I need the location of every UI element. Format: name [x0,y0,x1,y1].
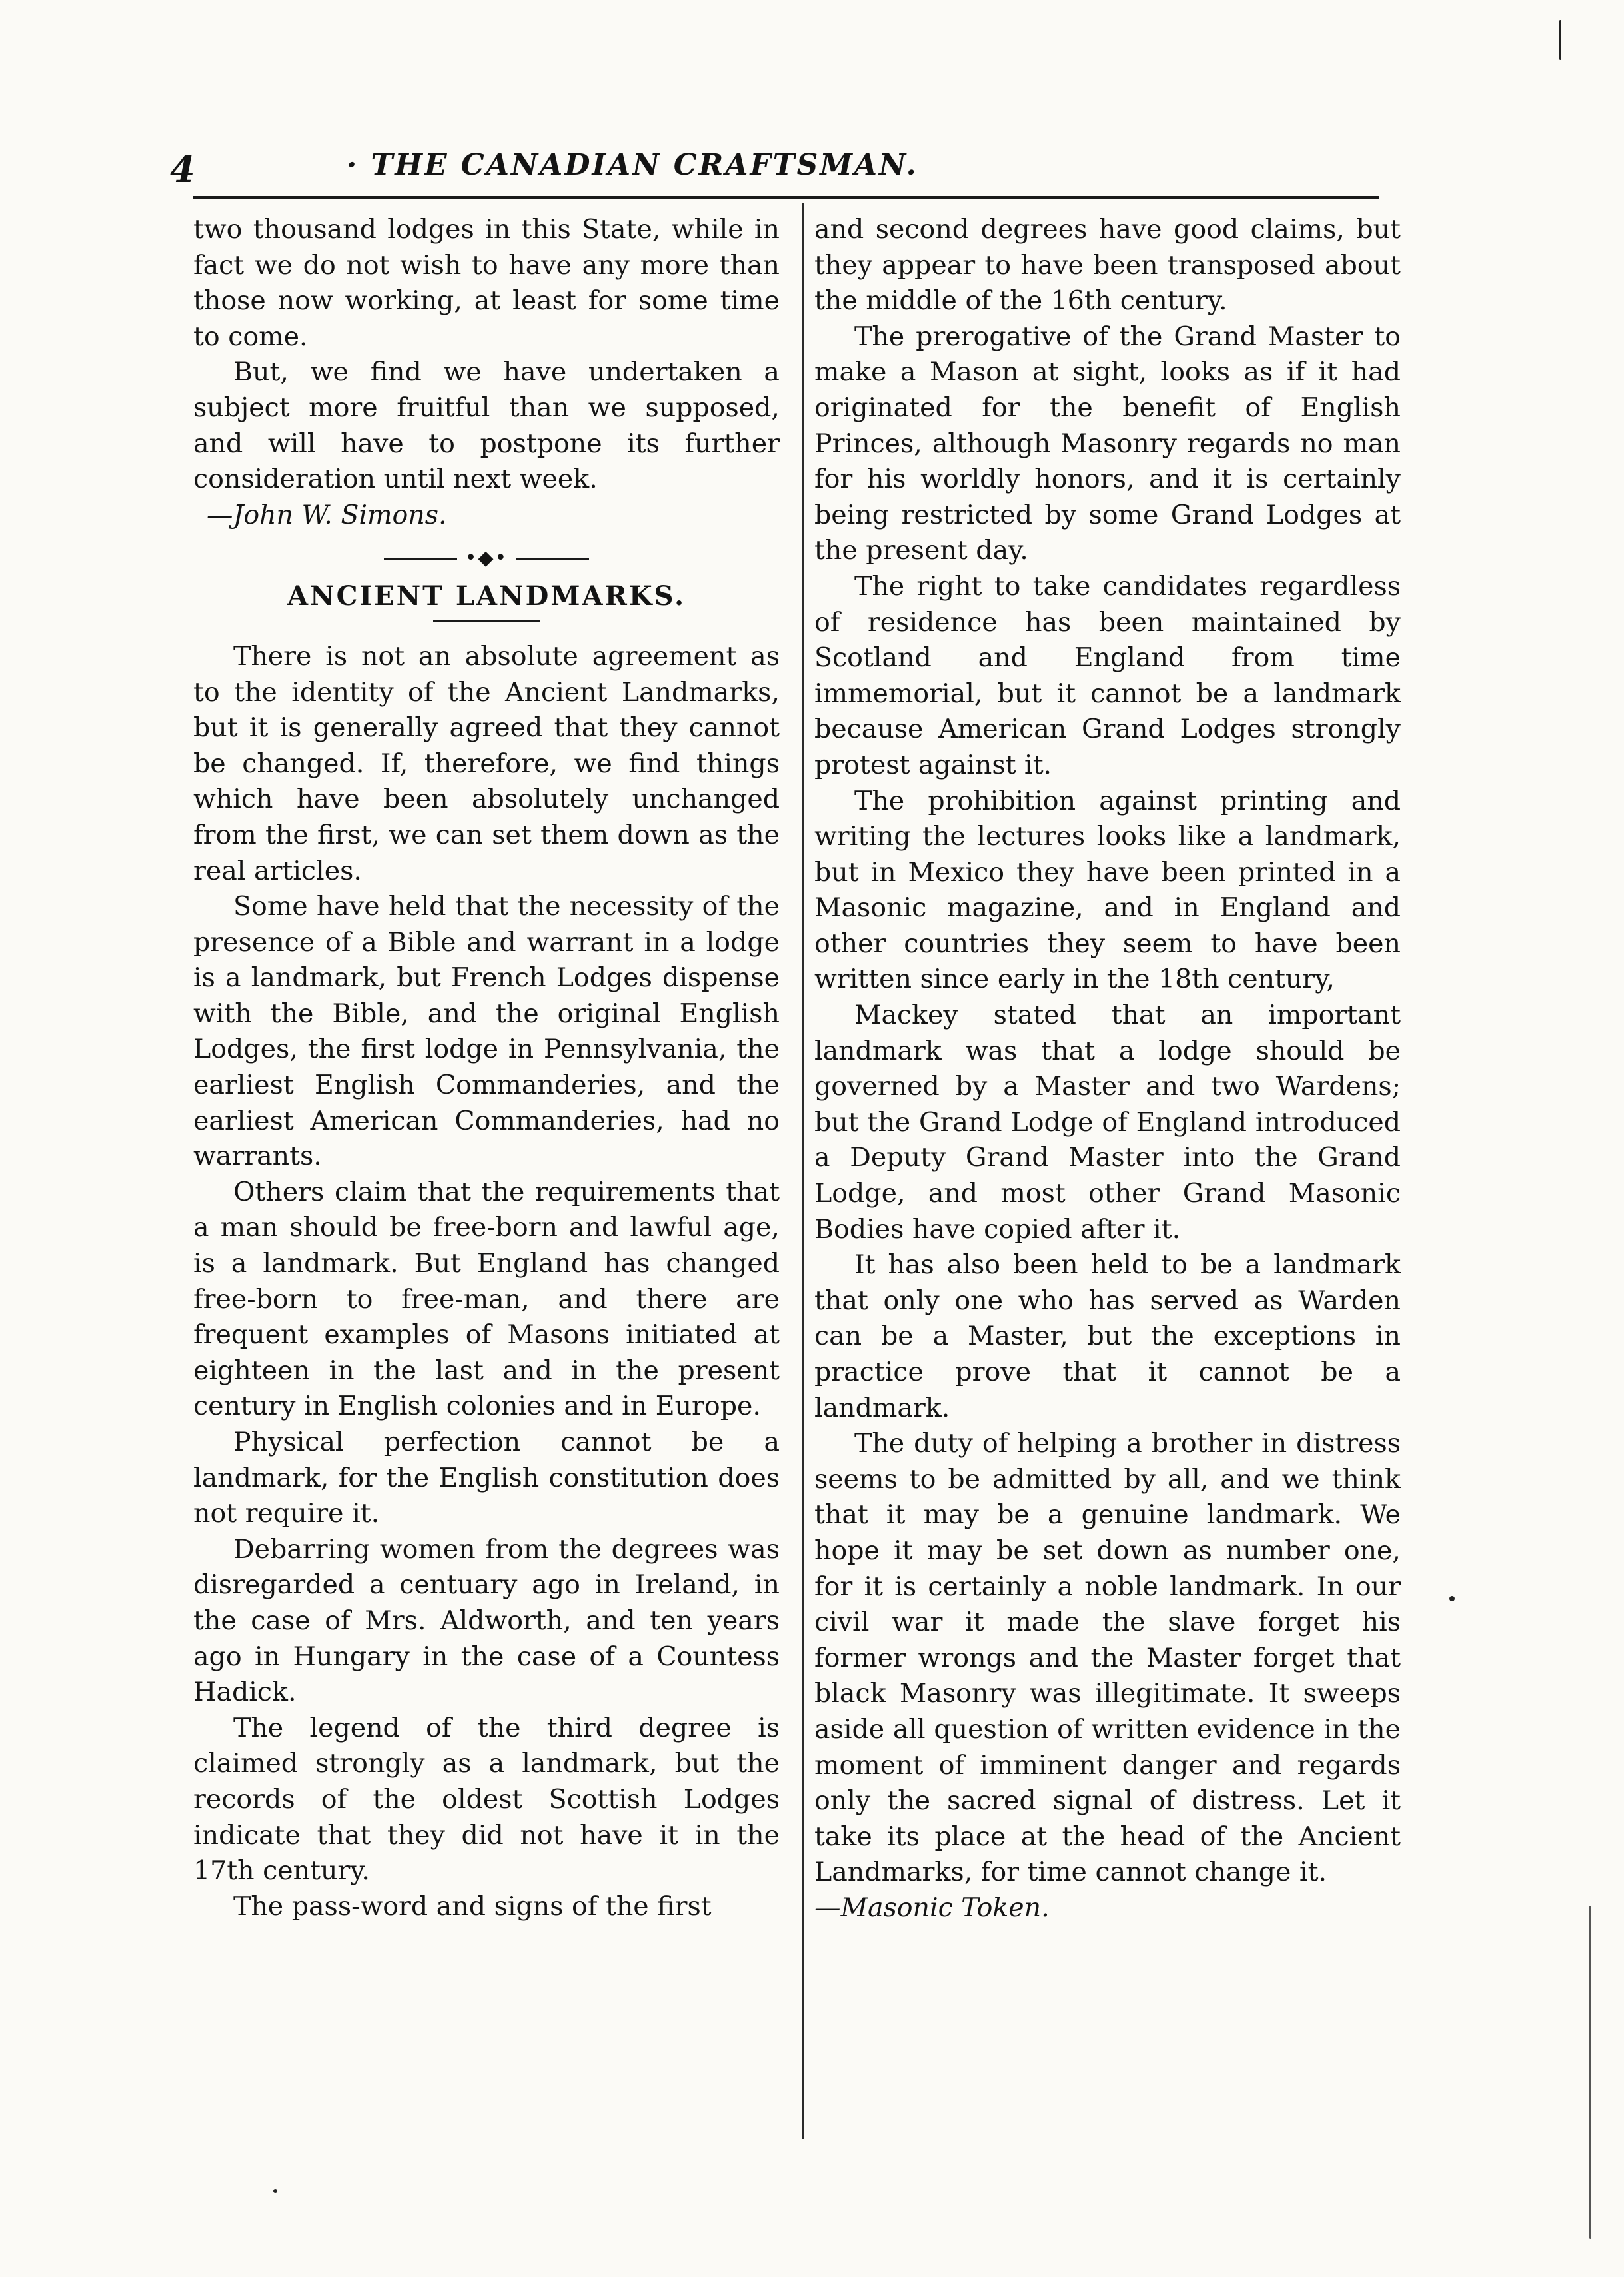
article-paragraph: Others claim that the requirements that a man should be free-born and lawful age, is a landmark. But England has changed free-born to free-man, and there are frequent examples of Masons initiated at eighteen in the last and in the present century in English colonies and in Europe. [193,1176,780,1422]
scan-speck [1589,1906,1591,2239]
scan-speck [1449,1596,1455,1601]
ornament-line [516,558,589,560]
ornament-line [384,558,457,560]
article-paragraph: Physical perfection cannot be a landmark, for the English constitution does not require it. [193,1427,780,1529]
article-paragraph: The right to take candidates regardless of residence has been maintained by Scotland and England from time immemorial, but it cannot be a landmark because American Grand Lodges strongly protest against it. [814,570,1401,780]
header-rule [193,196,1379,199]
continuation-paragraph: But, we find we have undertaken a subject more fruitful than we supposed, and will have to postpone its further consideration until next week. [193,357,780,495]
article-paragraph: and second degrees have good claims, but they appear to have been transposed about the middle of the 16th century. [814,214,1401,317]
author-signature-text: —John W. Simons. [207,499,447,530]
scan-speck [1559,20,1561,60]
article-paragraph: It has also been held to be a landmark that only one who has served as Warden can be a Master, but the exceptions in practice prove that it cannot be a landmark. [814,1249,1401,1423]
author-signature [193,498,780,534]
right-column [814,212,1401,1926]
article-paragraph: Debarring women from the degrees was disregarded a centuary ago in Ireland, in the case of Mrs. Aldworth, and ten years ago in Hungary in the case of a Countess Hadick. [193,1533,780,1708]
section-ornament [193,545,780,572]
article-paragraph: There is not an absolute agreement as to the identity of the Ancient Landmarks, but it is generally agreed that they cannot be changed. If, therefore, we find things which have been absolutely unchanged from the first, we can set them down as the real articles. [193,640,780,886]
article-paragraph: Mackey stated that an important landmark was that a lodge should be governed by a Master and two Wardens; but the Grand Lodge of England introduced a Deputy Grand Master into the Grand Lodge, and most other Grand Masonic Bodies have copied after it. [814,1000,1401,1245]
article-paragraph: Some have held that the necessity of the presence of a Bible and warrant in a lodge is a landmark, but French Lodges dispense with the Bible, and the original English Lodges, the first lodge in Pennsylvania, the earliest English Commanderies, and the earliest American Commanderies, had no warrants. [193,891,780,1172]
page-number: 4 [170,148,195,191]
article-paragraph: The legend of the third degree is claimed strongly as a landmark, but the records of the oldest Scottish Lodges indicate that they did not have it in the 17th century. [193,1712,780,1887]
left-column [193,212,780,1924]
source-signature [814,1891,1401,1926]
article-paragraph: The prohibition against printing and writing the lectures looks like a landmark, but in Mexico they have been printed in a Masonic magazine, and in England and other countries they seem to have been written since early in the 18th century, [814,785,1401,995]
title-rule [433,620,540,622]
source-signature-text: —Masonic Token. [814,1892,1050,1923]
ornament-glyph: •◆• [464,546,508,570]
article-title: ANCIENT LANDMARKS. [287,580,686,612]
article-paragraph: The prerogative of the Grand Master to make a Mason at sight, looks as if it had originated for the benefit of English Princes, although Masonry regards no man for his worldly honors, and it is certainly being restricted by some Grand Lodges at the present day. [814,321,1401,566]
continuation-paragraph: two thousand lodges in this State, while in fact we do not wish to have any more than those now working, at least for some time to come. [193,214,780,352]
article-paragraph: The duty of helping a brother in distress seems to be admitted by all, and we think that it may be a genuine landmark. We hope it may be set down as number one, for it is certainly a noble landmark. In our civil war it made the slave forget his former wrongs and the Master forget that black Masonry was illegitimate. It sweeps aside all question of written evidence in the moment of imminent danger and regards only the sacred signal of distress. Let it take its place at the head of the Ancient Landmarks, for time cannot change it. [814,1428,1401,1888]
scan-speck [273,2189,277,2193]
article-paragraph: The pass-word and signs of the first [233,1891,712,1922]
column-divider [802,203,804,2139]
running-title: · THE CANADIAN CRAFTSMAN. [347,148,918,182]
